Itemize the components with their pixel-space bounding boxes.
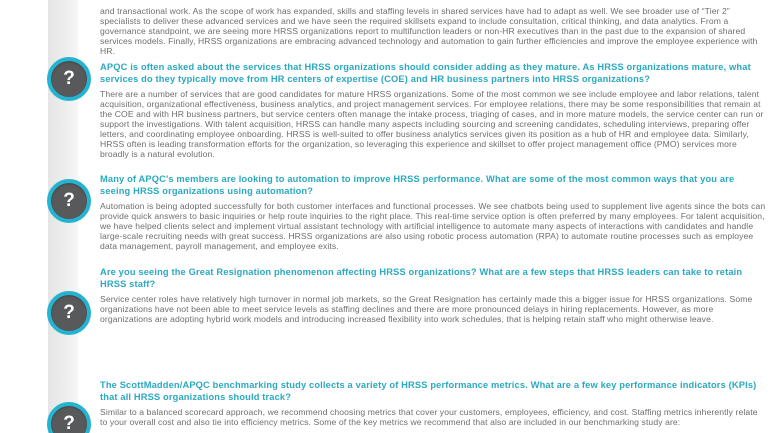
answer-text: There are a number of services that are good candidates for mature HRSS organizations. Some of the most common we see include employee and labor relations, talent acquisition, organizational effectiveness, business analytics, and project management services. For employee relations, there may be some responsibilities that remain at the COE and with HR business partners, but service centers often manage the intake process, triaging of cases, and in more mature models, the service center can run or support the investigations. With talent acquisition, HRSS can handle many aspects including sourcing and screening candidates, scheduling interviews, preparing offer letters, and coordinating employee onboarding. HRSS is well-suited to offer business analytics services given its position as a hub of HR and employee data. Similarly, HRSS often is leading transformation efforts for the organization, so leveraging this experience and skillset to offer project management office (PMO) services more broadly is a natural evolution. bbox=[100, 89, 764, 160]
qa-section-2 bbox=[0, 174, 770, 251]
question-heading: APQC is often asked about the services that HRSS organizations should consider adding as they mature. As HRSS organizations mature, what services do they typically move from HR centers of expertise (COE) and HR business partners into HRSS organizations? bbox=[100, 62, 751, 84]
qa-section-1 bbox=[0, 62, 770, 159]
intro-continuation-paragraph: and transactional work. As the scope of work has expanded, skills and staffing levels in shared services have had to adapt as well. We see broader use of “Tier 2” specialists to deliver these advanced services and we have seen the required skillsets expand to include consultation, critical thinking, and data analytics. From a governance standpoint, we are seeing more HRSS organizations report to multifunction leaders or non-HR executives than in the past due to the expansion of shared services models. Finally, HRSS organizations are embracing advanced technology and automation to gain further efficiencies and improve the employee experience with HR. bbox=[100, 6, 758, 56]
question-mark-icon: ? bbox=[47, 402, 91, 433]
answer-text: Service center roles have relatively high turnover in normal job markets, so the Great Resignation has certainly made this a bigger issue for HRSS organizations. Some organizations have not been able to meet service levels as staffing declines and there are more pronounced delays in hiring replacements. However, as more organizations are adopting hybrid work models and introducing increased flexibility into work schedules, that is helping retain staff who might otherwise leave. bbox=[100, 294, 753, 325]
question-mark-icon: ? bbox=[47, 291, 91, 335]
answer-text: Similar to a balanced scorecard approach, we recommend choosing metrics that cover your customers, employees, efficiency, and cost. Staffing metrics inherently relate to your overall cost and also tie into efficiency metrics. Some of the key metrics we recommend that also are included in our benchmarking study are: bbox=[100, 407, 758, 428]
question-heading: The ScottMadden/APQC benchmarking study collects a variety of HRSS performance metrics. What are a few key performance indicators (KPIs) that all HRSS organizations should track? bbox=[100, 380, 757, 402]
question-heading: Many of APQC's members are looking to automation to improve HRSS performance. What are some of the most common ways that you are seeing HRSS organizations using automation? bbox=[100, 174, 735, 196]
question-heading: Are you seeing the Great Resignation phenomenon affecting HRSS organizations? What are a few steps that HRSS leaders can take to retain HRSS staff? bbox=[100, 267, 743, 289]
answer-text: Automation is being adopted successfully for both customer interfaces and functional processes. We see chatbots being used to supplement live agents since the bots can provide quick answers to basic inquiries or help route inquiries to the right place. This real-time service option is often preferred by many employees. For talent acquisition, we have helped clients select and implement virtual assistant technology with artificial intelligence to automate many aspects of interactions with candidates and handle large-scale recruiting needs with great success. HRSS organizations are also using robotic process automation (RPA) to automate routine processes such as employee data management, payroll management, and employee exits. bbox=[100, 201, 766, 252]
qa-section-3 bbox=[0, 267, 770, 335]
question-mark-icon: ? bbox=[47, 57, 91, 101]
question-mark-icon: ? bbox=[47, 179, 91, 223]
qa-section-4 bbox=[0, 380, 770, 433]
